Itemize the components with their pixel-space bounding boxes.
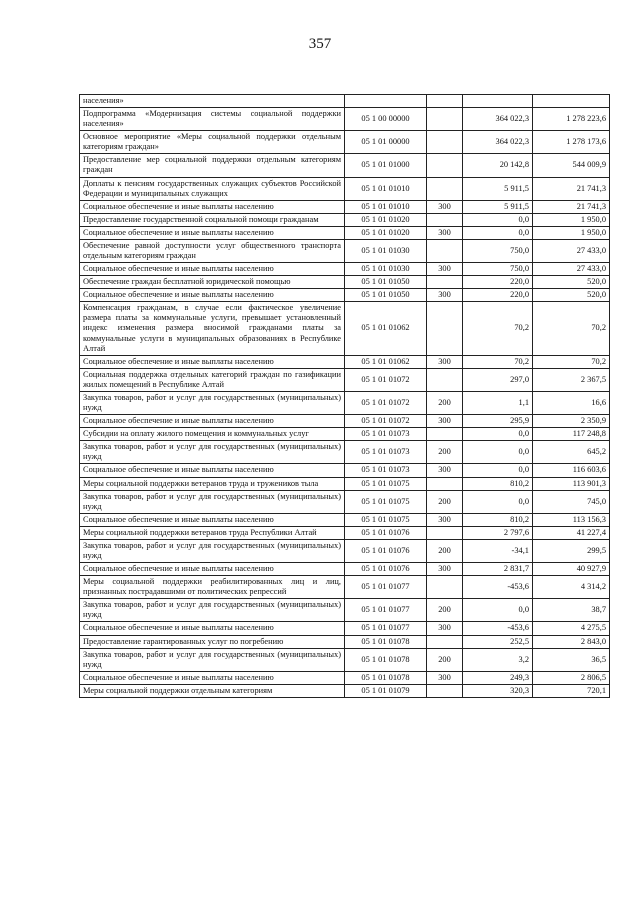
- row-code-cell: 05 1 00 00000: [345, 108, 427, 131]
- row-value-change-cell: 0,0: [463, 213, 533, 226]
- table-row: [80, 200, 610, 213]
- row-name-cell: Доплаты к пенсиям государственных служащих субъектов Российской Федерации и муниципальных служащих: [80, 177, 345, 200]
- table-row: [80, 391, 610, 414]
- table-row: [80, 213, 610, 226]
- row-name-cell: Закупка товаров, работ и услуг для государственных (муниципальных) нужд: [80, 599, 345, 622]
- table-row: [80, 289, 610, 302]
- row-code-cell: 05 1 01 01079: [345, 684, 427, 697]
- row-code-cell: 05 1 01 01077: [345, 622, 427, 635]
- row-value-total-cell: 2 367,5: [533, 368, 610, 391]
- row-name-cell: Закупка товаров, работ и услуг для государственных (муниципальных) нужд: [80, 490, 345, 513]
- row-type-cell: [427, 526, 463, 539]
- row-code-cell: 05 1 01 01076: [345, 539, 427, 562]
- table-row: [80, 368, 610, 391]
- row-name-cell: Предоставление гарантированных услуг по погребению: [80, 635, 345, 648]
- row-value-change-cell: 70,2: [463, 355, 533, 368]
- row-type-cell: 300: [427, 671, 463, 684]
- row-value-total-cell: 16,6: [533, 391, 610, 414]
- table-row: [80, 526, 610, 539]
- row-code-cell: 05 1 01 01000: [345, 154, 427, 177]
- row-type-cell: [427, 576, 463, 599]
- row-type-cell: 200: [427, 599, 463, 622]
- row-name-cell: Меры социальной поддержки реабилитированных лиц и лиц, признанных пострадавшими от политических репрессий: [80, 576, 345, 599]
- budget-table-body: [80, 95, 610, 698]
- row-value-change-cell: 220,0: [463, 276, 533, 289]
- table-row: [80, 477, 610, 490]
- row-value-total-cell: 4 314,2: [533, 576, 610, 599]
- row-value-change-cell: 220,0: [463, 289, 533, 302]
- row-code-cell: 05 1 01 01073: [345, 441, 427, 464]
- row-code-cell: 05 1 01 01010: [345, 177, 427, 200]
- row-value-total-cell: 299,5: [533, 539, 610, 562]
- table-row: [80, 276, 610, 289]
- table-row: [80, 563, 610, 576]
- row-code-cell: 05 1 01 01078: [345, 671, 427, 684]
- table-row: [80, 635, 610, 648]
- row-name-cell: Меры социальной поддержки ветеранов труда и тружеников тыла: [80, 477, 345, 490]
- row-value-total-cell: 745,0: [533, 490, 610, 513]
- row-name-cell: Социальное обеспечение и иные выплаты населению: [80, 226, 345, 239]
- row-type-cell: [427, 276, 463, 289]
- row-type-cell: [427, 684, 463, 697]
- row-value-change-cell: -34,1: [463, 539, 533, 562]
- row-type-cell: [427, 302, 463, 355]
- row-value-total-cell: 113 156,3: [533, 513, 610, 526]
- row-value-total-cell: 2 350,9: [533, 415, 610, 428]
- row-type-cell: [427, 154, 463, 177]
- row-value-total-cell: 113 901,3: [533, 477, 610, 490]
- row-name-cell: Социальная поддержка отдельных категорий граждан по газификации жилых помещений в Республике Алтай: [80, 368, 345, 391]
- row-code-cell: 05 1 01 01077: [345, 599, 427, 622]
- row-code-cell: 05 1 01 01072: [345, 368, 427, 391]
- row-value-change-cell: 70,2: [463, 302, 533, 355]
- row-value-change-cell: 364 022,3: [463, 131, 533, 154]
- row-type-cell: [427, 635, 463, 648]
- row-value-change-cell: 295,9: [463, 415, 533, 428]
- row-value-total-cell: 41 227,4: [533, 526, 610, 539]
- row-name-cell: Социальное обеспечение и иные выплаты населению: [80, 415, 345, 428]
- row-value-total-cell: 21 741,3: [533, 177, 610, 200]
- row-name-cell: Социальное обеспечение и иные выплаты населению: [80, 355, 345, 368]
- row-code-cell: 05 1 01 01075: [345, 513, 427, 526]
- row-code-cell: 05 1 01 01072: [345, 391, 427, 414]
- table-row: [80, 226, 610, 239]
- row-name-cell: Социальное обеспечение и иные выплаты населению: [80, 671, 345, 684]
- row-name-cell: Меры социальной поддержки ветеранов труда Республики Алтай: [80, 526, 345, 539]
- row-value-change-cell: 1,1: [463, 391, 533, 414]
- table-row: [80, 239, 610, 262]
- table-row: [80, 95, 610, 108]
- row-type-cell: 200: [427, 539, 463, 562]
- row-name-cell: Меры социальной поддержки отдельным категориям: [80, 684, 345, 697]
- row-code-cell: 05 1 01 01075: [345, 490, 427, 513]
- row-code-cell: 05 1 01 01050: [345, 276, 427, 289]
- row-name-cell: Основное мероприятие «Меры социальной поддержки отдельным категориям граждан»: [80, 131, 345, 154]
- row-value-change-cell: 252,5: [463, 635, 533, 648]
- row-value-total-cell: 1 278 223,6: [533, 108, 610, 131]
- row-code-cell: 05 1 01 01073: [345, 428, 427, 441]
- table-row: [80, 302, 610, 355]
- row-value-change-cell: 5 911,5: [463, 177, 533, 200]
- row-value-total-cell: 38,7: [533, 599, 610, 622]
- row-type-cell: [427, 177, 463, 200]
- row-value-total-cell: 2 806,5: [533, 671, 610, 684]
- table-row: [80, 131, 610, 154]
- row-code-cell: 05 1 01 01075: [345, 477, 427, 490]
- row-value-total-cell: 70,2: [533, 302, 610, 355]
- row-type-cell: 200: [427, 391, 463, 414]
- row-value-change-cell: 0,0: [463, 441, 533, 464]
- row-value-change-cell: 364 022,3: [463, 108, 533, 131]
- row-name-cell: Социальное обеспечение и иные выплаты населению: [80, 464, 345, 477]
- row-type-cell: [427, 108, 463, 131]
- row-type-cell: [427, 239, 463, 262]
- row-value-total-cell: [533, 95, 610, 108]
- row-code-cell: 05 1 01 01072: [345, 415, 427, 428]
- table-row: [80, 513, 610, 526]
- row-type-cell: [427, 477, 463, 490]
- row-value-total-cell: 27 433,0: [533, 263, 610, 276]
- row-code-cell: 05 1 01 00000: [345, 131, 427, 154]
- row-value-change-cell: 3,2: [463, 648, 533, 671]
- row-value-change-cell: 320,3: [463, 684, 533, 697]
- row-type-cell: 300: [427, 464, 463, 477]
- row-type-cell: 300: [427, 415, 463, 428]
- row-name-cell: Подпрограмма «Модернизация системы социальной поддержки населения»: [80, 108, 345, 131]
- row-value-total-cell: 40 927,9: [533, 563, 610, 576]
- row-name-cell: Социальное обеспечение и иные выплаты населению: [80, 622, 345, 635]
- table-row: [80, 154, 610, 177]
- row-name-cell: Предоставление государственной социальной помощи гражданам: [80, 213, 345, 226]
- row-code-cell: 05 1 01 01050: [345, 289, 427, 302]
- row-code-cell: 05 1 01 01073: [345, 464, 427, 477]
- row-type-cell: 200: [427, 490, 463, 513]
- row-value-change-cell: 0,0: [463, 428, 533, 441]
- row-type-cell: [427, 428, 463, 441]
- row-value-total-cell: 36,5: [533, 648, 610, 671]
- table-row: [80, 415, 610, 428]
- table-row: [80, 671, 610, 684]
- row-name-cell: Социальное обеспечение и иные выплаты населению: [80, 263, 345, 276]
- row-value-total-cell: 1 950,0: [533, 226, 610, 239]
- row-name-cell: Социальное обеспечение и иные выплаты населению: [80, 563, 345, 576]
- row-type-cell: 300: [427, 263, 463, 276]
- row-code-cell: 05 1 01 01010: [345, 200, 427, 213]
- row-name-cell: Закупка товаров, работ и услуг для государственных (муниципальных) нужд: [80, 391, 345, 414]
- row-name-cell: Социальное обеспечение и иные выплаты населению: [80, 289, 345, 302]
- row-value-total-cell: 27 433,0: [533, 239, 610, 262]
- row-code-cell: 05 1 01 01020: [345, 226, 427, 239]
- table-row: [80, 490, 610, 513]
- table-row: [80, 648, 610, 671]
- row-value-total-cell: 21 741,3: [533, 200, 610, 213]
- row-type-cell: 300: [427, 289, 463, 302]
- row-value-total-cell: 645,2: [533, 441, 610, 464]
- row-value-change-cell: 20 142,8: [463, 154, 533, 177]
- row-name-cell: населения»: [80, 95, 345, 108]
- row-code-cell: 05 1 01 01076: [345, 526, 427, 539]
- row-code-cell: 05 1 01 01030: [345, 239, 427, 262]
- row-value-change-cell: 0,0: [463, 226, 533, 239]
- row-name-cell: Социальное обеспечение и иные выплаты населению: [80, 513, 345, 526]
- row-value-change-cell: 2 797,6: [463, 526, 533, 539]
- row-name-cell: Обеспечение граждан бесплатной юридической помощью: [80, 276, 345, 289]
- row-type-cell: 300: [427, 563, 463, 576]
- page-number: 357: [308, 36, 332, 52]
- table-row: [80, 464, 610, 477]
- row-value-total-cell: 4 275,5: [533, 622, 610, 635]
- row-type-cell: [427, 368, 463, 391]
- row-code-cell: [345, 95, 427, 108]
- row-value-change-cell: 0,0: [463, 490, 533, 513]
- row-value-total-cell: 720,1: [533, 684, 610, 697]
- table-row: [80, 263, 610, 276]
- table-row: [80, 177, 610, 200]
- table-row: [80, 539, 610, 562]
- row-value-total-cell: 520,0: [533, 276, 610, 289]
- row-value-change-cell: 810,2: [463, 513, 533, 526]
- row-value-change-cell: 750,0: [463, 263, 533, 276]
- row-value-change-cell: 750,0: [463, 239, 533, 262]
- row-type-cell: 200: [427, 441, 463, 464]
- row-type-cell: [427, 213, 463, 226]
- row-name-cell: Закупка товаров, работ и услуг для государственных (муниципальных) нужд: [80, 441, 345, 464]
- row-type-cell: 300: [427, 513, 463, 526]
- row-value-total-cell: 70,2: [533, 355, 610, 368]
- table-row: [80, 108, 610, 131]
- row-code-cell: 05 1 01 01062: [345, 302, 427, 355]
- row-code-cell: 05 1 01 01020: [345, 213, 427, 226]
- row-type-cell: 300: [427, 226, 463, 239]
- row-value-change-cell: 5 911,5: [463, 200, 533, 213]
- row-value-change-cell: 2 831,7: [463, 563, 533, 576]
- table-row: [80, 684, 610, 697]
- row-value-total-cell: 1 278 173,6: [533, 131, 610, 154]
- row-name-cell: Обеспечение равной доступности услуг общественного транспорта отдельным категориям граждан: [80, 239, 345, 262]
- row-value-change-cell: -453,6: [463, 576, 533, 599]
- row-code-cell: 05 1 01 01078: [345, 648, 427, 671]
- row-value-change-cell: -453,6: [463, 622, 533, 635]
- row-type-cell: 200: [427, 648, 463, 671]
- table-row: [80, 622, 610, 635]
- row-name-cell: Предоставление мер социальной поддержки отдельным категориям граждан: [80, 154, 345, 177]
- row-type-cell: [427, 131, 463, 154]
- row-value-total-cell: 2 843,0: [533, 635, 610, 648]
- row-value-total-cell: 117 248,8: [533, 428, 610, 441]
- table-row: [80, 428, 610, 441]
- row-type-cell: 300: [427, 622, 463, 635]
- row-name-cell: Закупка товаров, работ и услуг для государственных (муниципальных) нужд: [80, 648, 345, 671]
- row-name-cell: Социальное обеспечение и иные выплаты населению: [80, 200, 345, 213]
- row-value-total-cell: 520,0: [533, 289, 610, 302]
- row-code-cell: 05 1 01 01077: [345, 576, 427, 599]
- row-value-total-cell: 544 009,9: [533, 154, 610, 177]
- table-row: [80, 599, 610, 622]
- row-value-change-cell: 297,0: [463, 368, 533, 391]
- row-value-total-cell: 1 950,0: [533, 213, 610, 226]
- table-row: [80, 441, 610, 464]
- row-value-total-cell: 116 603,6: [533, 464, 610, 477]
- row-code-cell: 05 1 01 01076: [345, 563, 427, 576]
- row-code-cell: 05 1 01 01030: [345, 263, 427, 276]
- table-row: [80, 576, 610, 599]
- budget-table: [79, 94, 610, 698]
- table-row: [80, 355, 610, 368]
- row-type-cell: 300: [427, 355, 463, 368]
- row-type-cell: 300: [427, 200, 463, 213]
- row-value-change-cell: 0,0: [463, 599, 533, 622]
- row-code-cell: 05 1 01 01062: [345, 355, 427, 368]
- row-code-cell: 05 1 01 01078: [345, 635, 427, 648]
- row-value-change-cell: 0,0: [463, 464, 533, 477]
- row-value-change-cell: 810,2: [463, 477, 533, 490]
- row-value-change-cell: [463, 95, 533, 108]
- row-value-change-cell: 249,3: [463, 671, 533, 684]
- row-name-cell: Компенсация гражданам, в случае если фактическое увеличение размера платы за коммунальные услуги, превышает установленный индекс изменения размера вносимой гражданами платы за коммунальные услуги в муниципальных образованиях в Республике Алтай: [80, 302, 345, 355]
- row-type-cell: [427, 95, 463, 108]
- row-name-cell: Субсидии на оплату жилого помещения и коммунальных услуг: [80, 428, 345, 441]
- row-name-cell: Закупка товаров, работ и услуг для государственных (муниципальных) нужд: [80, 539, 345, 562]
